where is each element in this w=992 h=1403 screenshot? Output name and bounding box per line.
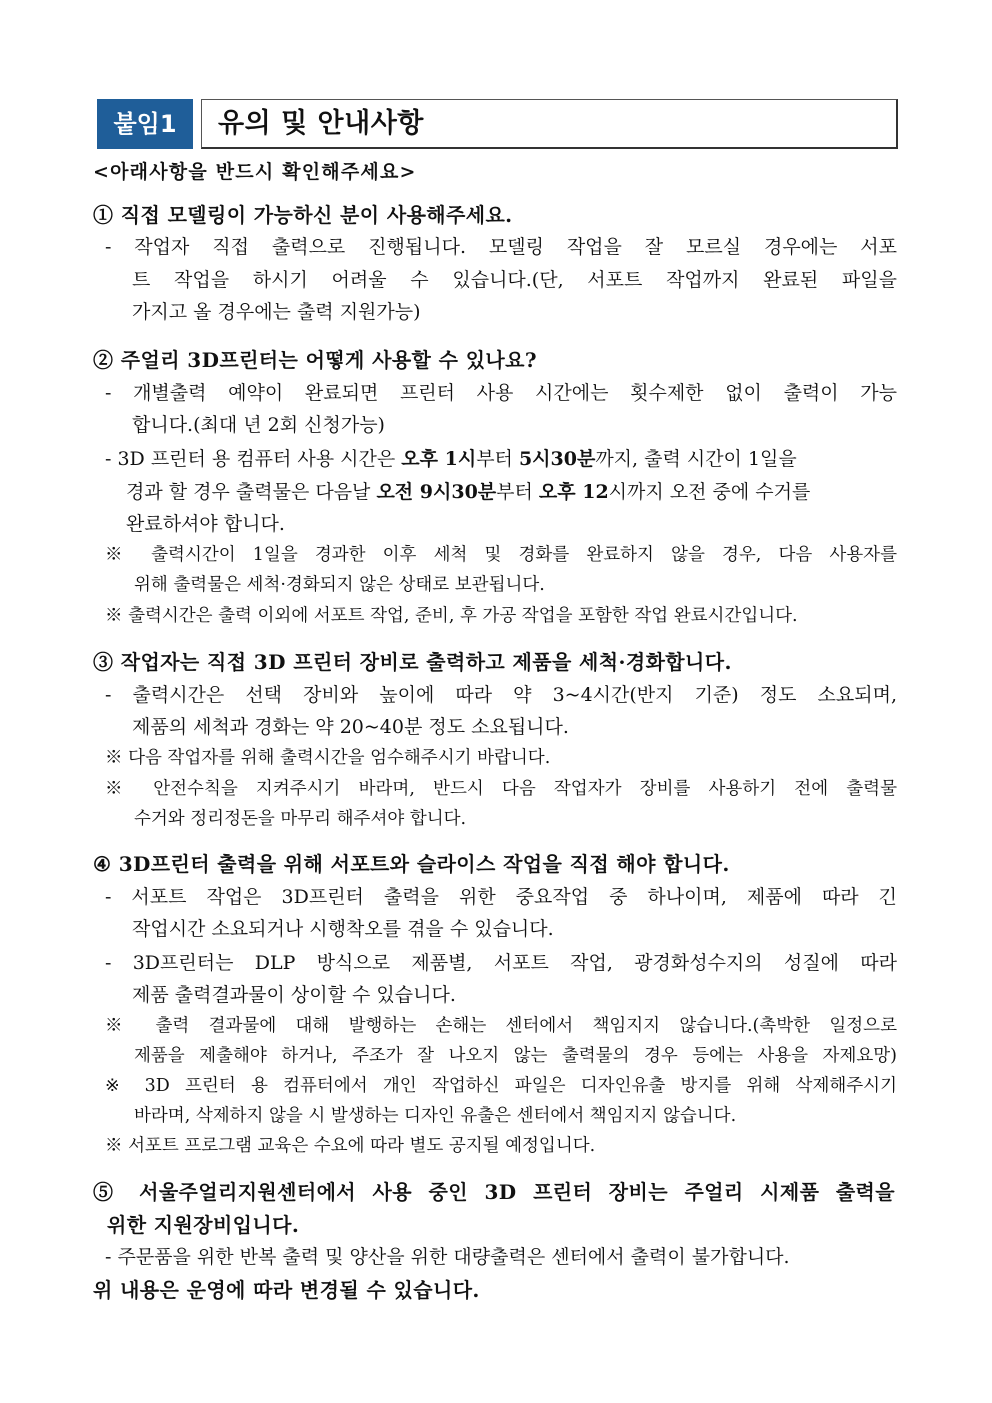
section-4-title: ④ 3D프린터 출력을 위해 서포트와 슬라이스 작업을 직접 해야 합니다.	[93, 852, 730, 876]
section-3-line-1: - 출력시간은 선택 장비와 높이에 따라 약 3~4시간(반지 기준) 정도 소요되며,	[105, 684, 897, 706]
section-2-note-2: 위해 출력물은 세척·경화되지 않은 상태로 보관됩니다.	[134, 575, 545, 595]
section-1-title: ① 직접 모델링이 가능하신 분이 사용해주세요.	[93, 203, 513, 227]
footer-notice: 위 내용은 운영에 따라 변경될 수 있습니다.	[93, 1278, 480, 1302]
header-title-box	[201, 99, 898, 149]
section-4-line-1: - 서포트 작업은 3D프린터 출력을 위한 중요작업 중 하나이며, 제품에 따라 긴	[105, 886, 897, 908]
section-3-note-2: ※ 안전수칙을 지켜주시기 바라며, 반드시 다음 작업자가 장비를 사용하기 전에 출력물	[105, 779, 897, 799]
subtitle: <아래사항을 반드시 확인해주세요>	[93, 161, 417, 183]
section-4-note-2: 제품을 제출해야 하거나, 주조가 잘 나오지 않는 출력물의 경우 등에는 사용을 자제요망)	[134, 1046, 897, 1066]
section-2-line-4: 경과 할 경우 출력물은 다음날 오전 9시30분부터 오후 12시까지 오전 중에 수거를	[126, 481, 811, 503]
page-title: 유의 및 안내사항	[218, 108, 424, 139]
section-2-line-3: - 3D 프린터 용 컴퓨터 사용 시간은 오후 1시부터 5시30분까지, 출력 시간이 1일을	[105, 448, 797, 470]
section-5-title-2: 위한 지원장비입니다.	[107, 1213, 300, 1237]
section-5-line-1: - 주문품을 위한 반복 출력 및 양산을 위한 대량출력은 센터에서 출력이 불가합니다.	[105, 1246, 790, 1268]
section-3-note-3: 수거와 정리정돈을 마무리 해주셔야 합니다.	[134, 809, 467, 829]
section-2-line-5: 완료하셔야 합니다.	[126, 513, 285, 535]
section-1-line-1: - 작업자 직접 출력으로 진행됩니다. 모델링 작업을 잘 모르실 경우에는 서포	[105, 236, 897, 258]
section-4-line-2: 작업시간 소요되거나 시행착오를 겪을 수 있습니다.	[132, 918, 554, 940]
section-3-line-2: 제품의 세척과 경화는 약 20~40분 정도 소요됩니다.	[132, 716, 569, 738]
section-2-note-3: ※ 출력시간은 출력 이외에 서포트 작업, 준비, 후 가공 작업을 포함한 작업 완료시간입니다.	[105, 606, 798, 626]
section-4-note-5: ※ 서포트 프로그램 교육은 수요에 따라 별도 공지될 예정입니다.	[105, 1136, 596, 1156]
section-4-note-3: ※ 3D 프린터 용 컴퓨터에서 개인 작업하신 파일은 디자인유출 방지를 위해 삭제해주시기	[105, 1076, 897, 1096]
section-3-title: ③ 작업자는 직접 3D 프린터 장비로 출력하고 제품을 세척·경화합니다.	[93, 650, 732, 674]
section-2-line-1: - 개별출력 예약이 완료되면 프린터 사용 시간에는 횟수제한 없이 출력이 가능	[105, 382, 897, 404]
section-3-note-1: ※ 다음 작업자를 위해 출력시간을 엄수해주시기 바랍니다.	[105, 748, 551, 768]
section-2-note-1: ※ 출력시간이 1일을 경과한 이후 세척 및 경화를 완료하지 않을 경우, 다음 사용자를	[105, 545, 897, 565]
section-1-line-2: 트 작업을 하시기 어려울 수 있습니다.(단, 서포트 작업까지 완료된 파일을	[132, 269, 897, 291]
section-4-line-3: - 3D프린터는 DLP 방식으로 제품별, 서포트 작업, 광경화성수지의 성질에 따라	[105, 952, 897, 974]
section-4-note-1: ※ 출력 결과물에 대해 발행하는 손해는 센터에서 책임지지 않습니다.(촉박한 일정으로	[105, 1016, 897, 1036]
section-4-note-4: 바라며, 삭제하지 않을 시 발생하는 디자인 유출은 센터에서 책임지지 않습니다.	[134, 1106, 737, 1126]
section-2-line-2: 합니다.(최대 년 2회 신청가능)	[132, 414, 385, 436]
section-1-line-3: 가지고 올 경우에는 출력 지원가능)	[132, 301, 421, 323]
section-header	[97, 99, 898, 149]
attachment-badge: 붙임1	[97, 99, 193, 149]
section-2-title: ② 주얼리 3D프린터는 어떻게 사용할 수 있나요?	[93, 348, 537, 372]
section-5-title-1: ⑤ 서울주얼리지원센터에서 사용 중인 3D 프린터 장비는 주얼리 시제품 출력을	[93, 1180, 895, 1204]
section-4-line-4: 제품 출력결과물이 상이할 수 있습니다.	[132, 984, 456, 1006]
